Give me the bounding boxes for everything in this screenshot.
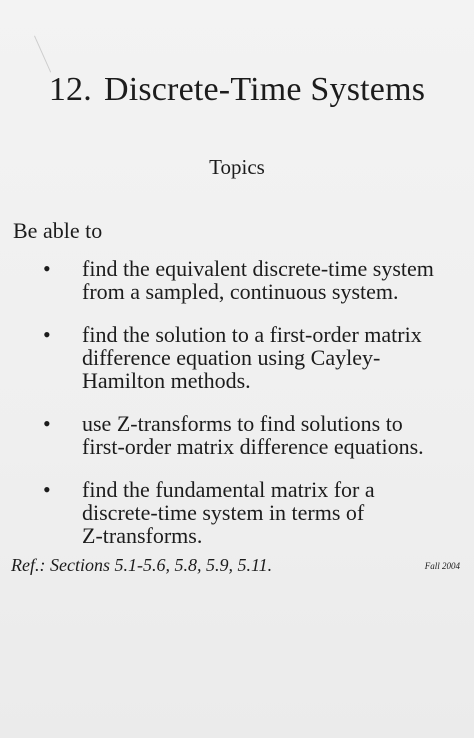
slide-title [0,68,474,112]
slide-subtitle: Topics [209,155,265,179]
term-label: Fall 2004 [424,561,460,571]
bullet-marker: • [43,322,51,347]
slide-number: 12. [48,71,92,108]
bullet-marker: • [43,256,51,281]
reference-note: Ref.: Sections 5.1-5.6, 5.8, 5.9, 5.11. [11,555,273,575]
intro-text: Be able to [13,218,103,243]
bullet-text: find the equivalent discrete-time system from a sampled, continuous system. [82,256,434,304]
bullet-marker: • [43,411,51,436]
bullet-text: use Z-transforms to find solutions to first-order matrix difference equations. [82,411,424,459]
bullet-text: find the fundamental matrix for a discrete-time system in terms of Z-transforms. [82,477,375,548]
bullet-item [0,478,474,547]
bullet-marker: • [43,477,51,502]
slide-title-text: Discrete-Time Systems [103,71,426,108]
bullet-item [0,323,474,392]
bullet-item [0,257,474,303]
bullet-text: find the solution to a first-order matrix difference equation using Cayley- Hamilton methods. [82,322,422,393]
scan-mark [34,36,51,73]
bullet-list [0,257,474,567]
bullet-item [0,412,474,458]
